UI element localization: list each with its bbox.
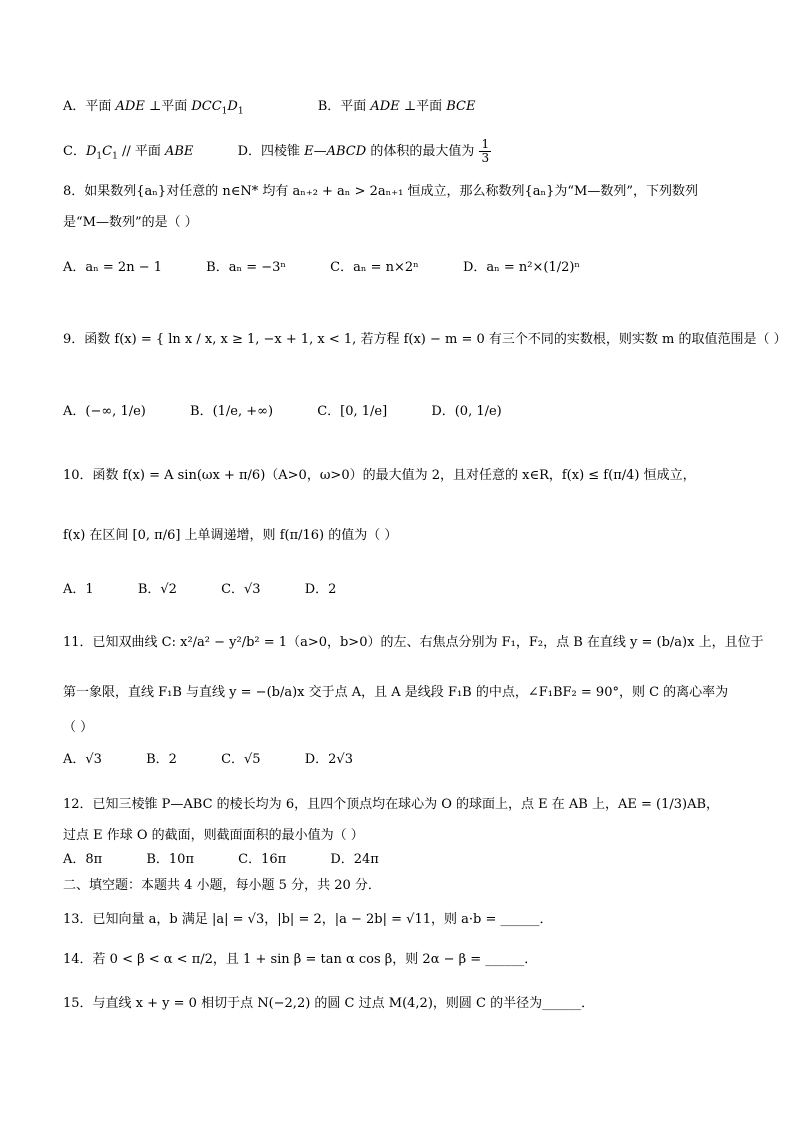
- q11-stem-line3: （ ）: [63, 720, 94, 735]
- q9-options-row: [63, 402, 502, 422]
- q8-stem-line1: 8．如果数列{aₙ}对任意的 n∈N* 均有 aₙ₊₂ + aₙ > 2aₙ₊₁ 恒成立，那么称数列{aₙ}为“M—数列”，下列数列: [63, 184, 698, 199]
- q9-option-c: C．[0, 1/e]: [317, 404, 388, 419]
- q7-option-a: A．平面 ADE ⊥平面 $DCC_1D_1$: [63, 99, 244, 117]
- q10-option-c: C．√3: [221, 582, 261, 597]
- q12-stem-line1: 12．已知三棱锥 P—ABC 的棱长均为 6，且四个顶点均在球心为 O 的球面上，点 E 在 AB 上，AE = (1/3)AB，: [63, 797, 720, 812]
- q7-options-row-ab: [63, 97, 475, 122]
- q12-option-c: C．16π: [238, 852, 287, 867]
- q12-option-b: B．10π: [146, 852, 194, 867]
- q10-option-b: B．√2: [137, 582, 177, 597]
- q8-option-d: D．aₙ = n²×(1/2)ⁿ: [462, 260, 581, 275]
- q11-option-c: C．√5: [221, 752, 261, 767]
- q12-options-row: [63, 850, 379, 870]
- q11-option-a: A．√3: [63, 752, 102, 767]
- q8-options-row: [63, 258, 580, 278]
- q13-stem: 13．已知向量 a，b 满足 |a| = √3，|b| = 2，|a − 2b| = √11，则 a·b = ______．: [63, 912, 553, 927]
- q12-stem-line2: 过点 E 作球 O 的截面，则截面面积的最小值为（ ）: [63, 828, 364, 843]
- q10-option-d: D．2: [304, 582, 337, 597]
- q8-option-c: C．aₙ = n×2ⁿ: [330, 260, 419, 275]
- q10-stem-line1: 10．函数 f(x) = A sin(ωx + π/6)（A>0，ω>0）的最大值为 2，且对任意的 x∈R，f(x) ≤ f(π/4) 恒成立，: [63, 468, 696, 483]
- q11-stem-line2: 第一象限，直线 F₁B 与直线 y = −(b/a)x 交于点 A，且 A 是线段 F₁B 的中点，∠F₁BF₂ = 90°，则 C 的离心率为: [63, 685, 729, 700]
- q8-option-b: B．aₙ = −3ⁿ: [206, 260, 287, 275]
- q12-option-a: A．8π: [63, 852, 103, 867]
- q7-option-b: B．平面 ADE ⊥平面 BCE: [317, 99, 476, 114]
- q9-option-b: B．(1/e, +∞): [190, 404, 274, 419]
- q14-stem: 14．若 0 < β < α < π/2，且 1 + sin β = tan α cos β，则 2α − β = ______．: [63, 952, 538, 967]
- q7-option-d: D．四棱锥 E—ABCD 的体积的最大值为 $\frac{1}{3}$: [237, 137, 490, 165]
- q9-option-a: A．(−∞, 1/e): [63, 404, 146, 419]
- q9-stem: 9．函数 f(x) = { ln x / x, x ≥ 1, −x + 1, x < 1, 若方程 f(x) − m = 0 有三个不同的实数根，则实数 m 的取值范围是（ ）: [63, 332, 787, 347]
- q15-stem: 15．与直线 x + y = 0 相切于点 N(−2,2) 的圆 C 过点 M(4,2)，则圆 C 的半径为______．: [63, 996, 595, 1011]
- q11-option-b: B．2: [146, 752, 177, 767]
- q7-option-c: C．$D_1C_1$ // 平面 ABE: [63, 144, 194, 162]
- q8-stem-line2: 是“M—数列”的是（ ）: [63, 215, 198, 230]
- q8-option-a: A．aₙ = 2n − 1: [63, 260, 162, 275]
- q10-option-a: A．1: [63, 582, 94, 597]
- q10-options-row: [63, 580, 336, 600]
- q12-option-d: D．24π: [330, 852, 379, 867]
- section-heading-fill-in: 二、填空题：本题共 4 小题，每小题 5 分，共 20 分．: [63, 878, 381, 893]
- q9-option-d: D．(0, 1/e): [431, 404, 502, 419]
- q7-options-row-cd: [63, 138, 492, 167]
- q11-option-d: D．2√3: [304, 752, 353, 767]
- q11-options-row: [63, 750, 353, 770]
- q10-stem-line2: f(x) 在区间 [0, π/6] 上单调递增，则 f(π/16) 的值为（ ）: [63, 528, 398, 543]
- q11-stem-line1: 11．已知双曲线 C: x²/a² − y²/b² = 1（a>0，b>0）的左、右焦点分别为 F₁，F₂，点 B 在直线 y = (b/a)x 上，且位于: [63, 635, 764, 650]
